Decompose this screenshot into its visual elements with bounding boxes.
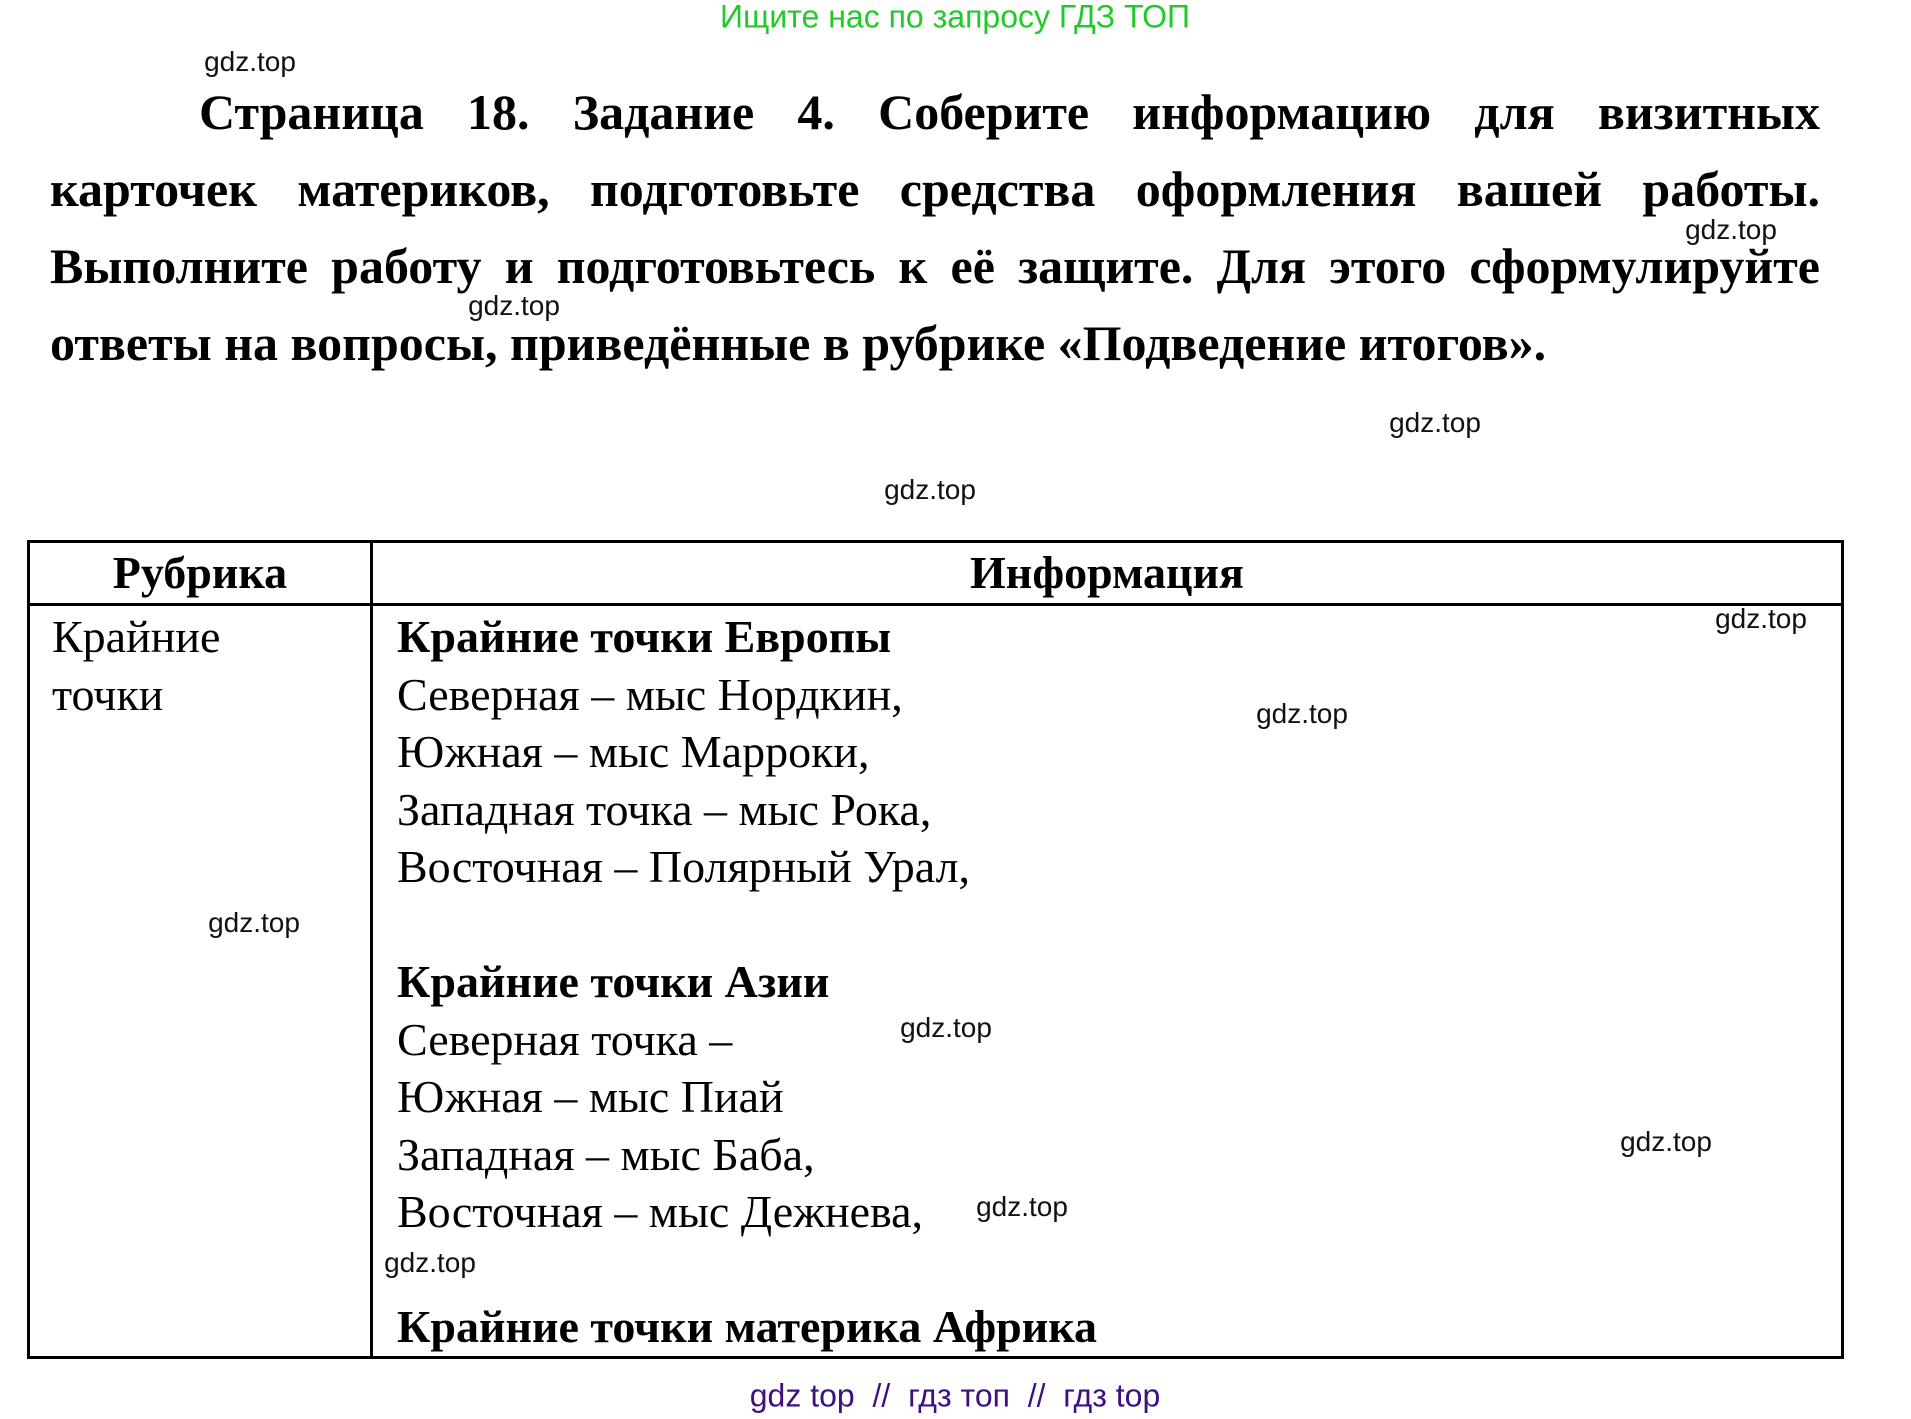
- watermark: gdz.top: [384, 1247, 476, 1278]
- info-line: Южная – мыс Пиай: [397, 1071, 784, 1122]
- search-hint-banner: Ищите нас по запросу ГДЗ ТОП: [720, 0, 1190, 35]
- information-cell: [372, 605, 1843, 1358]
- task-title: Страница 18. Задание 4. Соберите информацию для визитных карточек материков, подготовьте средства оформления вашей работы. Выполните работу и подготовьтесь к её защите. Для этого сформулируйте ответы на вопросы, приведённые в рубрике «Подведение итогов».: [50, 84, 1820, 371]
- info-line: Южная – мыс Марроки,: [397, 726, 870, 777]
- info-line: Западная точка – мыс Рока,: [397, 783, 932, 835]
- continent-info-table: [27, 540, 1844, 1359]
- info-line: Восточная – мыс Дежнева,: [397, 1186, 924, 1237]
- rubric-line: Крайние: [52, 611, 221, 662]
- info-heading: Крайние точки Европы: [397, 611, 892, 662]
- watermark: gdz.top: [1715, 603, 1807, 634]
- watermark: gdz.top: [884, 474, 976, 505]
- watermark: gdz.top: [1685, 214, 1777, 245]
- table-row: [29, 605, 1843, 1358]
- rubric-cell: [29, 605, 372, 1358]
- info-line: Западная – мыс Баба,: [397, 1128, 815, 1180]
- info-line: [397, 1241, 1841, 1299]
- info-heading: Крайние точки Азии: [397, 956, 830, 1007]
- rubric-line: точки: [52, 668, 164, 720]
- info-line: Северная – мыс Нордкин,: [397, 668, 903, 720]
- table-header-row: [29, 542, 1843, 605]
- info-line: Северная точка –: [397, 1013, 733, 1065]
- footer-banner: gdz top // гдз топ // гдз top: [749, 1377, 1161, 1414]
- watermark: gdz.top: [1620, 1126, 1712, 1157]
- watermark: gdz.top: [204, 46, 296, 77]
- watermark: gdz.top: [208, 907, 300, 938]
- watermark: gdz.top: [900, 1012, 992, 1043]
- watermark: gdz.top: [1389, 407, 1481, 438]
- header-rubric: Рубрика: [29, 542, 372, 605]
- info-line: Восточная – Полярный Урал,: [397, 841, 971, 892]
- header-information: Информация: [372, 542, 1843, 605]
- watermark: gdz.top: [468, 290, 560, 321]
- watermark: gdz.top: [1256, 698, 1348, 729]
- info-line: [397, 896, 1841, 954]
- watermark: gdz.top: [976, 1191, 1068, 1222]
- info-heading: Крайние точки материка Африка: [397, 1301, 1098, 1352]
